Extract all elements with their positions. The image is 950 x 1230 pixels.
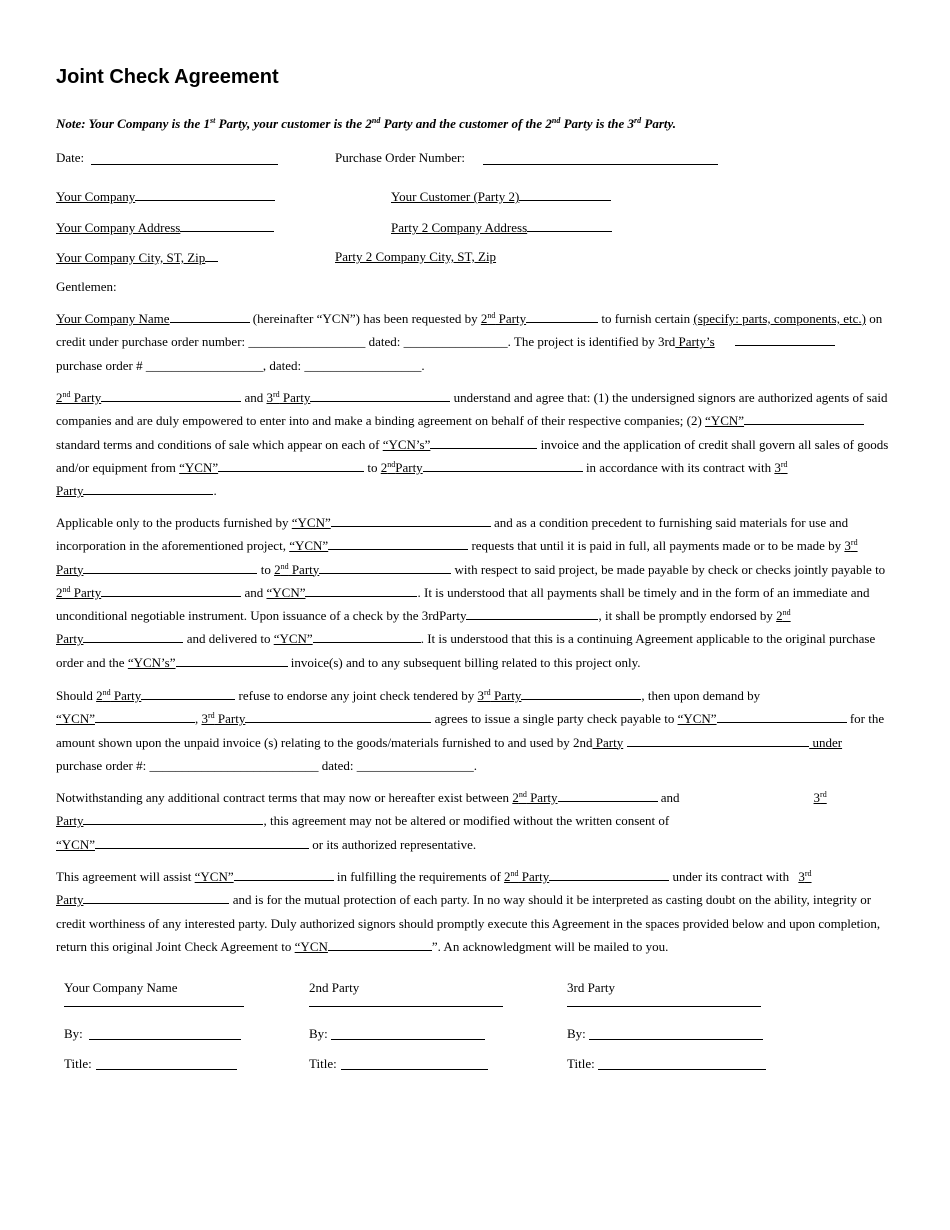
title-label-col1: Title:	[64, 1056, 92, 1071]
paragraph-request: Your Company Name (hereinafter “YCN”) has been requested by 2nd Party to furnish certain (specify: parts, components, etc.) on credit under purchase order number: __________________ dated: ________________. The project is identified by 3rd Party’s purchase order # __________________, dated: __________________.	[56, 311, 883, 373]
paragraph-payment-terms: Applicable only to the products furnished by “YCN” and as a condition precedent to furnishing said materials for use and incorporation in the aforementioned project, “YCN” requests that until it is paid in full, all payments made or to be made by 3rd Party to 2nd Party with respect to said project, be made payable by check or checks jointly payable to 2nd Party and “YCN” . It is understood that all payments shall be timely and in the form of an immediate and unconditional negotiable instrument. Upon issuance of a check by the 3rdParty , it shall be promptly endorsed by 2nd Party and delivered to “YCN” . It is understood that this is a continuing Agreement applicable to the original purchase order and the “YCN’s” invoice(s) and to any subsequent billing related to this project only.	[56, 515, 886, 670]
signature-col3-label: 3rd Party	[567, 980, 616, 995]
party2-city-field: Party 2 Company City, ST, Zip	[335, 249, 497, 264]
paragraph-agreement: 2nd Party and 3rd Party understand and agree that: (1) the undersigned signors are authorized agents of said companies and are duly empowered to enter into and make a binding agreement on behalf of their respective companies; (2) “YCN” standard terms and conditions of sale which appear on each of “YCN’s” invoice and the application of credit shall govern all sales of goods and/or equipment from “YCN” to 2ndParty in accordance with its contract with 3rd Party .	[56, 390, 889, 499]
document-title: Joint Check Agreement	[56, 66, 279, 88]
signature-col3-line[interactable]	[567, 1006, 761, 1007]
party-note: Note: Your Company is the 1st Party, your customer is the 2nd Party and the customer of the 2nd Party is the 3rd Party.	[56, 116, 677, 131]
date-label: Date:	[56, 150, 85, 165]
paragraph-refusal: Should 2nd Party refuse to endorse any joint check tendered by 3rd Party , then upon demand by “YCN” , 3rd Party agrees to issue a single party check payable to “YCN” for the amount shown upon the unpaid invoice (s) relating to the goods/materials furnished to and used by 2nd Party under purchase order #: __________________________ dated: __________________.	[56, 688, 885, 773]
your-customer-field: Your Customer (Party 2)	[391, 188, 611, 205]
title-line-col1[interactable]	[96, 1069, 237, 1070]
by-label-col1: By:	[64, 1026, 83, 1041]
signature-col2-line[interactable]	[309, 1006, 503, 1007]
signature-col2-label: 2nd Party	[309, 980, 360, 995]
po-number-field-line[interactable]	[483, 164, 718, 165]
your-company-field: Your Company	[56, 188, 275, 205]
po-number-label: Purchase Order Number:	[335, 150, 465, 165]
title-label-col3: Title:	[567, 1056, 595, 1071]
by-line-col3[interactable]	[589, 1039, 763, 1040]
paragraph-closing: This agreement will assist “YCN” in fulfilling the requirements of 2nd Party under its contract with 3rd Party and is for the mutual protection of each party. In no way should it be interpreted as casting doubt on the ability, integrity or credit worthiness of any interested party. Duly authorized signors should promptly execute this Agreement in the spaces provided below and upon completion, return this original Joint Check Agreement to “YCN ”. An acknowledgment will be mailed to you.	[56, 869, 881, 954]
party2-address-field: Party 2 Company Address	[391, 219, 612, 236]
title-label-col2: Title:	[309, 1056, 337, 1071]
by-label-col2: By:	[309, 1026, 328, 1041]
title-line-col2[interactable]	[341, 1069, 488, 1070]
by-line-col1[interactable]	[89, 1039, 241, 1040]
title-line-col3[interactable]	[598, 1069, 766, 1070]
signature-col1-line[interactable]	[64, 1006, 244, 1007]
by-line-col2[interactable]	[331, 1039, 485, 1040]
paragraph-modification: Notwithstanding any additional contract terms that may now or hereafter exist between 2nd Party and 3rd Party , this agreement may not be altered or modified without the written consent of “YCN” or its authorized representative.	[56, 790, 827, 852]
signature-col1-label: Your Company Name	[64, 980, 178, 995]
your-company-address-field: Your Company Address	[56, 219, 274, 236]
by-label-col3: By:	[567, 1026, 586, 1041]
greeting: Gentlemen:	[56, 279, 117, 294]
your-company-city-field: Your Company City, ST, Zip	[56, 249, 218, 266]
date-field-line[interactable]	[91, 164, 278, 165]
